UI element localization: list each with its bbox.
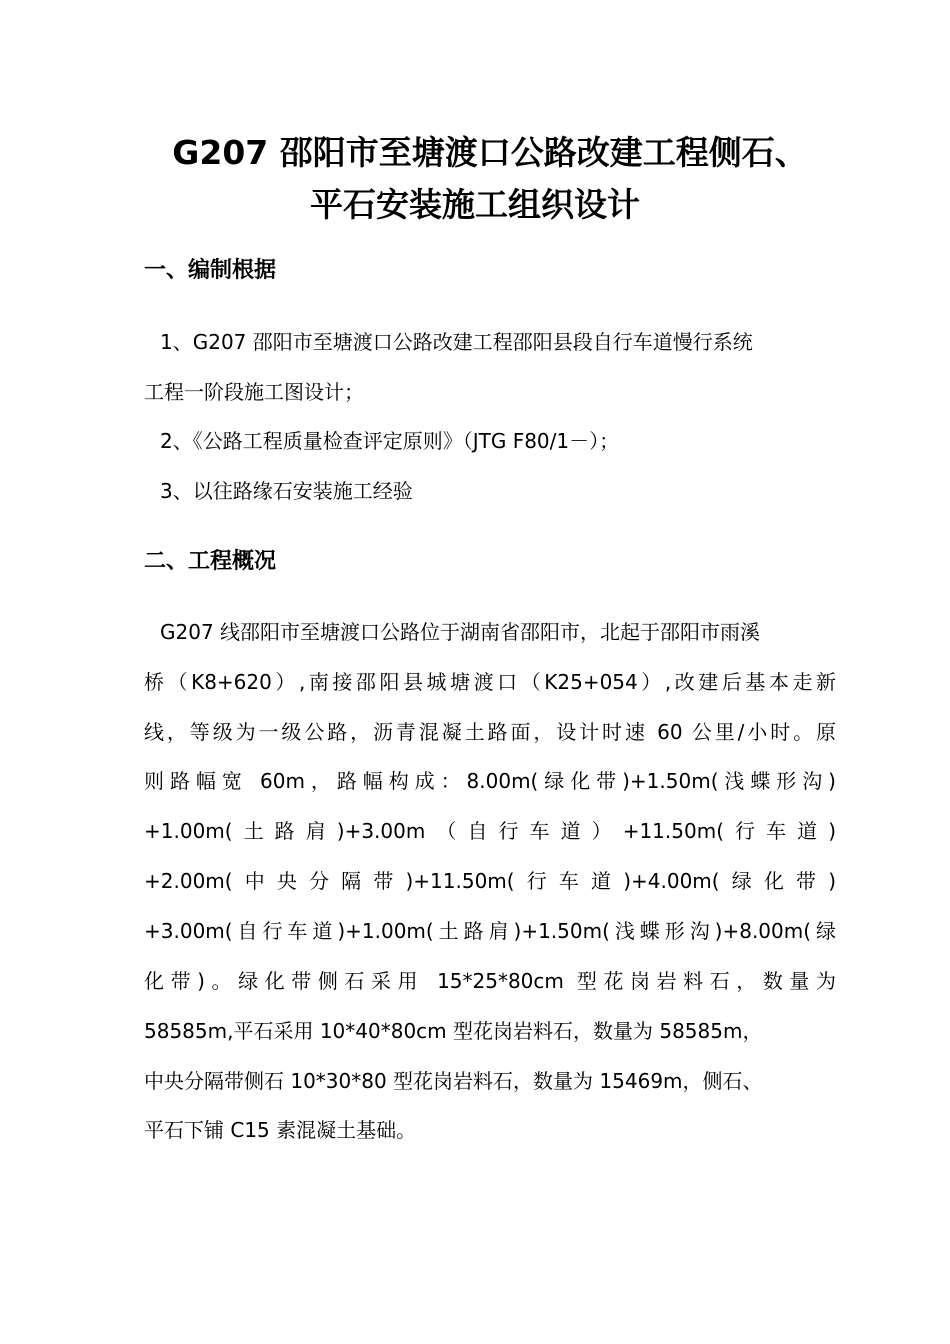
overview-line-8: 化带)。绿化带侧石采用 15*25*80cm 型花岗岩料石，数量为 — [144, 969, 836, 993]
overview-line-9: 58585m,平石采用 10*40*80cm 型花岗岩料石，数量为 58585m， — [144, 1019, 763, 1043]
section-heading-overview: 二、工程概况 — [144, 549, 277, 574]
overview-line-5: +1.00m(土路肩)+3.00m（自行车道）+11.50m(行车道) — [144, 819, 836, 843]
overview-line-4: 则路幅宽 60m，路幅构成：8.00m(绿化带)+1.50m(浅蝶形沟) — [144, 769, 836, 793]
document-title-line-2: 平石安装施工组织设计 — [310, 185, 640, 224]
basis-line-3: 2、《公路工程质量检查评定原则》（JTG F80/1－）； — [160, 429, 620, 453]
document-title-line-1: G207 邵阳市至塘渡口公路改建工程侧石、 — [172, 133, 808, 172]
overview-line-3: 线，等级为一级公路，沥青混凝土路面，设计时速 60 公里/小时。原 — [144, 720, 836, 744]
overview-line-1: G207 线邵阳市至塘渡口公路位于湖南省邵阳市，北起于邵阳市雨溪 — [160, 620, 761, 644]
basis-line-4: 3、以往路缘石安装施工经验 — [160, 479, 413, 503]
overview-line-10: 中央分隔带侧石 10*30*80 型花岗岩料石，数量为 15469m，侧石、 — [144, 1069, 763, 1093]
overview-line-11: 平石下铺 C15 素混凝土基础。 — [144, 1118, 417, 1142]
overview-line-7: +3.00m(自行车道)+1.00m(土路肩)+1.50m(浅蝶形沟)+8.00m(绿 — [144, 919, 836, 943]
basis-line-2: 工程一阶段施工图设计； — [144, 380, 364, 404]
overview-line-2: 桥（K8+620）,南接邵阳县城塘渡口（K25+054）,改建后基本走新 — [144, 670, 836, 694]
basis-line-1: 1、G207 邵阳市至塘渡口公路改建工程邵阳县段自行车道慢行系统 — [160, 330, 753, 354]
section-heading-basis: 一、编制根据 — [144, 258, 277, 283]
overview-line-6: +2.00m(中央分隔带)+11.50m(行车道)+4.00m(绿化带) — [144, 869, 836, 893]
